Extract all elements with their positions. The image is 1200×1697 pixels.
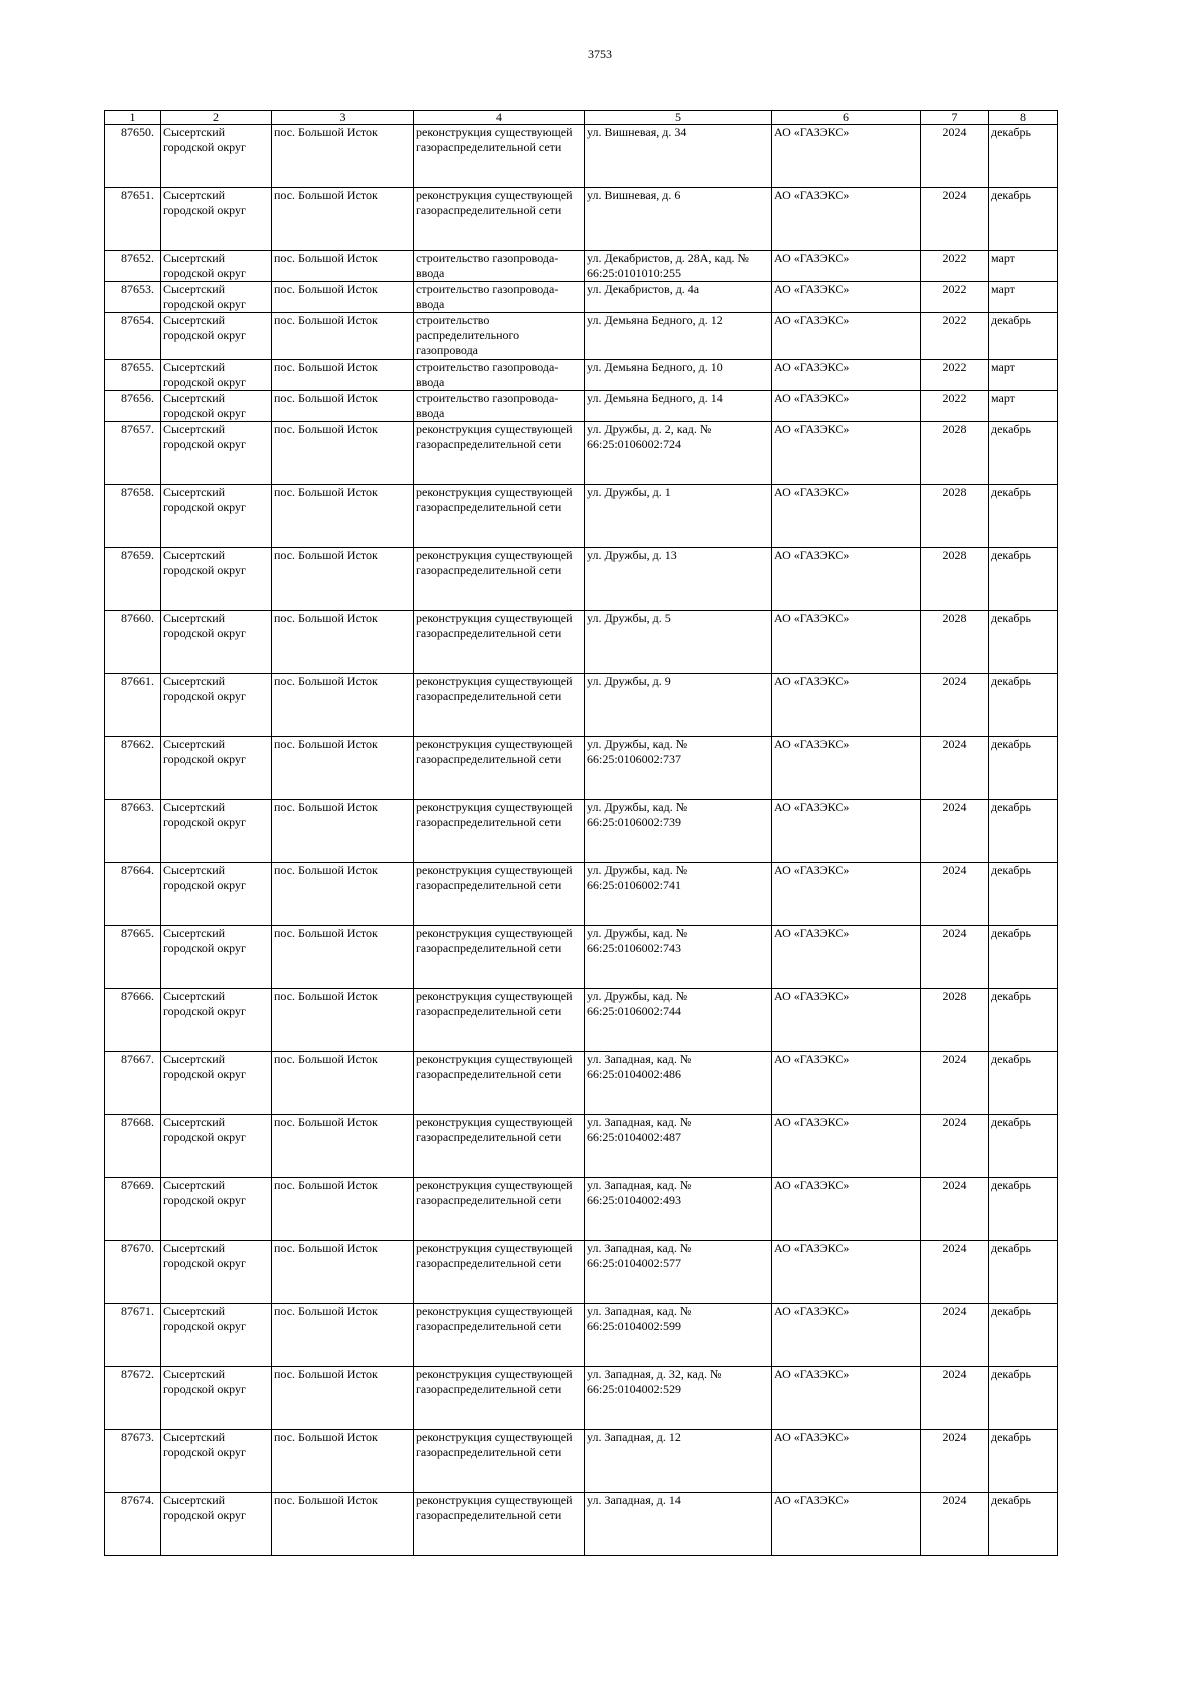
district-cell: Сысертский городской округ — [161, 611, 272, 674]
year-cell: 2024 — [921, 1304, 989, 1367]
column-number: 4 — [414, 111, 585, 125]
row-number-cell: 87652. — [105, 251, 161, 282]
work-type-cell: реконструкция существующей газораспределительной сети — [414, 674, 585, 737]
settlement-cell: пос. Большой Исток — [272, 863, 414, 926]
organization-cell: АО «ГАЗЭКС» — [772, 188, 921, 251]
table-row — [105, 1052, 1058, 1115]
year-cell: 2022 — [921, 282, 989, 313]
row-number-cell: 87667. — [105, 1052, 161, 1115]
row-number-cell: 87653. — [105, 282, 161, 313]
month-cell: декабрь — [989, 1052, 1058, 1115]
settlement-cell: пос. Большой Исток — [272, 1115, 414, 1178]
table-row — [105, 422, 1058, 485]
month-cell: декабрь — [989, 1493, 1058, 1556]
organization-cell: АО «ГАЗЭКС» — [772, 1430, 921, 1493]
organization-cell: АО «ГАЗЭКС» — [772, 926, 921, 989]
column-number: 1 — [105, 111, 161, 125]
table-row — [105, 611, 1058, 674]
address-cell: ул. Западная, д. 12 — [585, 1430, 772, 1493]
column-number: 5 — [585, 111, 772, 125]
table-row — [105, 125, 1058, 188]
column-number: 8 — [989, 111, 1058, 125]
work-type-cell: реконструкция существующей газораспределительной сети — [414, 1115, 585, 1178]
work-type-cell: реконструкция существующей газораспределительной сети — [414, 1241, 585, 1304]
month-cell: декабрь — [989, 737, 1058, 800]
district-cell: Сысертский городской округ — [161, 863, 272, 926]
month-cell: март — [989, 360, 1058, 391]
work-type-cell: реконструкция существующей газораспределительной сети — [414, 1304, 585, 1367]
work-type-cell: реконструкция существующей газораспределительной сети — [414, 863, 585, 926]
month-cell: декабрь — [989, 674, 1058, 737]
row-number-cell: 87672. — [105, 1367, 161, 1430]
month-cell: декабрь — [989, 548, 1058, 611]
settlement-cell: пос. Большой Исток — [272, 1178, 414, 1241]
year-cell: 2024 — [921, 1430, 989, 1493]
district-cell: Сысертский городской округ — [161, 737, 272, 800]
page-number: 3753 — [588, 47, 612, 61]
row-number-cell: 87663. — [105, 800, 161, 863]
settlement-cell: пос. Большой Исток — [272, 251, 414, 282]
column-number: 6 — [772, 111, 921, 125]
table-row — [105, 674, 1058, 737]
column-number: 7 — [921, 111, 989, 125]
work-type-cell: реконструкция существующей газораспределительной сети — [414, 611, 585, 674]
settlement-cell: пос. Большой Исток — [272, 989, 414, 1052]
registry-table-body — [105, 111, 1058, 1556]
registry-table — [104, 110, 1058, 1556]
year-cell: 2028 — [921, 422, 989, 485]
month-cell: декабрь — [989, 1367, 1058, 1430]
address-cell: ул. Вишневая, д. 6 — [585, 188, 772, 251]
organization-cell: АО «ГАЗЭКС» — [772, 1178, 921, 1241]
district-cell: Сысертский городской округ — [161, 188, 272, 251]
month-cell: март — [989, 391, 1058, 422]
organization-cell: АО «ГАЗЭКС» — [772, 1115, 921, 1178]
row-number-cell: 87664. — [105, 863, 161, 926]
month-cell: декабрь — [989, 926, 1058, 989]
work-type-cell: реконструкция существующей газораспределительной сети — [414, 926, 585, 989]
settlement-cell: пос. Большой Исток — [272, 611, 414, 674]
organization-cell: АО «ГАЗЭКС» — [772, 1052, 921, 1115]
table-row — [105, 1430, 1058, 1493]
organization-cell: АО «ГАЗЭКС» — [772, 800, 921, 863]
district-cell: Сысертский городской округ — [161, 800, 272, 863]
row-number-cell: 87670. — [105, 1241, 161, 1304]
row-number-cell: 87662. — [105, 737, 161, 800]
settlement-cell: пос. Большой Исток — [272, 1241, 414, 1304]
settlement-cell: пос. Большой Исток — [272, 926, 414, 989]
row-number-cell: 87656. — [105, 391, 161, 422]
month-cell: декабрь — [989, 313, 1058, 360]
work-type-cell: строительство газопровода-ввода — [414, 391, 585, 422]
district-cell: Сысертский городской округ — [161, 1052, 272, 1115]
row-number-cell: 87654. — [105, 313, 161, 360]
row-number-cell: 87666. — [105, 989, 161, 1052]
district-cell: Сысертский городской округ — [161, 1304, 272, 1367]
address-cell: ул. Дружбы, д. 5 — [585, 611, 772, 674]
organization-cell: АО «ГАЗЭКС» — [772, 313, 921, 360]
district-cell: Сысертский городской округ — [161, 1115, 272, 1178]
row-number-cell: 87668. — [105, 1115, 161, 1178]
year-cell: 2024 — [921, 674, 989, 737]
organization-cell: АО «ГАЗЭКС» — [772, 1304, 921, 1367]
month-cell: декабрь — [989, 422, 1058, 485]
settlement-cell: пос. Большой Исток — [272, 188, 414, 251]
organization-cell: АО «ГАЗЭКС» — [772, 611, 921, 674]
district-cell: Сысертский городской округ — [161, 1430, 272, 1493]
address-cell: ул. Дружбы, кад. № 66:25:0106002:741 — [585, 863, 772, 926]
work-type-cell: реконструкция существующей газораспределительной сети — [414, 1178, 585, 1241]
table-row — [105, 1241, 1058, 1304]
year-cell: 2028 — [921, 485, 989, 548]
district-cell: Сысертский городской округ — [161, 251, 272, 282]
organization-cell: АО «ГАЗЭКС» — [772, 1493, 921, 1556]
month-cell: декабрь — [989, 611, 1058, 674]
work-type-cell: реконструкция существующей газораспределительной сети — [414, 485, 585, 548]
settlement-cell: пос. Большой Исток — [272, 1493, 414, 1556]
address-cell: ул. Декабристов, д. 28А, кад. № 66:25:0101010:255 — [585, 251, 772, 282]
settlement-cell: пос. Большой Исток — [272, 125, 414, 188]
year-cell: 2024 — [921, 1493, 989, 1556]
address-cell: ул. Дружбы, кад. № 66:25:0106002:743 — [585, 926, 772, 989]
row-number-cell: 87671. — [105, 1304, 161, 1367]
month-cell: декабрь — [989, 485, 1058, 548]
work-type-cell: реконструкция существующей газораспределительной сети — [414, 125, 585, 188]
district-cell: Сысертский городской округ — [161, 1493, 272, 1556]
district-cell: Сысертский городской округ — [161, 1178, 272, 1241]
column-number: 3 — [272, 111, 414, 125]
month-cell: декабрь — [989, 188, 1058, 251]
month-cell: декабрь — [989, 989, 1058, 1052]
settlement-cell: пос. Большой Исток — [272, 391, 414, 422]
year-cell: 2022 — [921, 391, 989, 422]
settlement-cell: пос. Большой Исток — [272, 485, 414, 548]
month-cell: декабрь — [989, 863, 1058, 926]
year-cell: 2028 — [921, 989, 989, 1052]
address-cell: ул. Дружбы, кад. № 66:25:0106002:737 — [585, 737, 772, 800]
settlement-cell: пос. Большой Исток — [272, 1367, 414, 1430]
organization-cell: АО «ГАЗЭКС» — [772, 485, 921, 548]
table-row — [105, 313, 1058, 360]
table-row — [105, 548, 1058, 611]
district-cell: Сысертский городской округ — [161, 1241, 272, 1304]
year-cell: 2024 — [921, 1052, 989, 1115]
address-cell: ул. Вишневая, д. 34 — [585, 125, 772, 188]
work-type-cell: реконструкция существующей газораспределительной сети — [414, 422, 585, 485]
settlement-cell: пос. Большой Исток — [272, 548, 414, 611]
address-cell: ул. Дружбы, д. 9 — [585, 674, 772, 737]
work-type-cell: реконструкция существующей газораспределительной сети — [414, 188, 585, 251]
work-type-cell: реконструкция существующей газораспределительной сети — [414, 1367, 585, 1430]
month-cell: декабрь — [989, 1304, 1058, 1367]
year-cell: 2024 — [921, 188, 989, 251]
row-number-cell: 87659. — [105, 548, 161, 611]
settlement-cell: пос. Большой Исток — [272, 282, 414, 313]
table-row — [105, 391, 1058, 422]
district-cell: Сысертский городской округ — [161, 422, 272, 485]
table-row — [105, 1178, 1058, 1241]
year-cell: 2022 — [921, 251, 989, 282]
table-row — [105, 926, 1058, 989]
year-cell: 2024 — [921, 1115, 989, 1178]
table-row — [105, 1367, 1058, 1430]
organization-cell: АО «ГАЗЭКС» — [772, 1367, 921, 1430]
address-cell: ул. Западная, д. 32, кад. № 66:25:0104002:529 — [585, 1367, 772, 1430]
settlement-cell: пос. Большой Исток — [272, 800, 414, 863]
year-cell: 2024 — [921, 926, 989, 989]
district-cell: Сысертский городской округ — [161, 282, 272, 313]
work-type-cell: реконструкция существующей газораспределительной сети — [414, 800, 585, 863]
month-cell: декабрь — [989, 1178, 1058, 1241]
address-cell: ул. Дружбы, кад. № 66:25:0106002:744 — [585, 989, 772, 1052]
year-cell: 2024 — [921, 1178, 989, 1241]
district-cell: Сысертский городской округ — [161, 548, 272, 611]
year-cell: 2024 — [921, 1367, 989, 1430]
address-cell: ул. Западная, кад. № 66:25:0104002:487 — [585, 1115, 772, 1178]
organization-cell: АО «ГАЗЭКС» — [772, 391, 921, 422]
table-row — [105, 800, 1058, 863]
address-cell: ул. Западная, кад. № 66:25:0104002:486 — [585, 1052, 772, 1115]
district-cell: Сысертский городской округ — [161, 485, 272, 548]
month-cell: март — [989, 282, 1058, 313]
year-cell: 2024 — [921, 737, 989, 800]
table-row — [105, 188, 1058, 251]
row-number-cell: 87657. — [105, 422, 161, 485]
table-row — [105, 1304, 1058, 1367]
table-row — [105, 1493, 1058, 1556]
year-cell: 2028 — [921, 548, 989, 611]
district-cell: Сысертский городской округ — [161, 989, 272, 1052]
work-type-cell: реконструкция существующей газораспределительной сети — [414, 1052, 585, 1115]
month-cell: декабрь — [989, 125, 1058, 188]
table-row — [105, 282, 1058, 313]
address-cell: ул. Западная, д. 14 — [585, 1493, 772, 1556]
year-cell: 2024 — [921, 125, 989, 188]
row-number-cell: 87658. — [105, 485, 161, 548]
organization-cell: АО «ГАЗЭКС» — [772, 989, 921, 1052]
year-cell: 2022 — [921, 313, 989, 360]
organization-cell: АО «ГАЗЭКС» — [772, 360, 921, 391]
settlement-cell: пос. Большой Исток — [272, 1052, 414, 1115]
address-cell: ул. Западная, кад. № 66:25:0104002:577 — [585, 1241, 772, 1304]
district-cell: Сысертский городской округ — [161, 391, 272, 422]
settlement-cell: пос. Большой Исток — [272, 1304, 414, 1367]
work-type-cell: реконструкция существующей газораспределительной сети — [414, 548, 585, 611]
table-row — [105, 485, 1058, 548]
settlement-cell: пос. Большой Исток — [272, 674, 414, 737]
year-cell: 2024 — [921, 800, 989, 863]
organization-cell: АО «ГАЗЭКС» — [772, 863, 921, 926]
year-cell: 2024 — [921, 1241, 989, 1304]
month-cell: март — [989, 251, 1058, 282]
year-cell: 2024 — [921, 863, 989, 926]
district-cell: Сысертский городской округ — [161, 125, 272, 188]
address-cell: ул. Дружбы, кад. № 66:25:0106002:739 — [585, 800, 772, 863]
year-cell: 2028 — [921, 611, 989, 674]
table-row — [105, 989, 1058, 1052]
row-number-cell: 87655. — [105, 360, 161, 391]
settlement-cell: пос. Большой Исток — [272, 1430, 414, 1493]
organization-cell: АО «ГАЗЭКС» — [772, 251, 921, 282]
work-type-cell: реконструкция существующей газораспределительной сети — [414, 1430, 585, 1493]
column-number: 2 — [161, 111, 272, 125]
organization-cell: АО «ГАЗЭКС» — [772, 674, 921, 737]
address-cell: ул. Западная, кад. № 66:25:0104002:493 — [585, 1178, 772, 1241]
month-cell: декабрь — [989, 800, 1058, 863]
row-number-cell: 87673. — [105, 1430, 161, 1493]
organization-cell: АО «ГАЗЭКС» — [772, 422, 921, 485]
settlement-cell: пос. Большой Исток — [272, 737, 414, 800]
row-number-cell: 87661. — [105, 674, 161, 737]
row-number-cell: 87650. — [105, 125, 161, 188]
row-number-cell: 87665. — [105, 926, 161, 989]
address-cell: ул. Дружбы, д. 2, кад. № 66:25:0106002:724 — [585, 422, 772, 485]
column-number-row — [105, 111, 1058, 125]
address-cell: ул. Дружбы, д. 13 — [585, 548, 772, 611]
month-cell: декабрь — [989, 1115, 1058, 1178]
month-cell: декабрь — [989, 1241, 1058, 1304]
organization-cell: АО «ГАЗЭКС» — [772, 548, 921, 611]
work-type-cell: реконструкция существующей газораспределительной сети — [414, 1493, 585, 1556]
address-cell: ул. Дружбы, д. 1 — [585, 485, 772, 548]
district-cell: Сысертский городской округ — [161, 313, 272, 360]
organization-cell: АО «ГАЗЭКС» — [772, 282, 921, 313]
district-cell: Сысертский городской округ — [161, 360, 272, 391]
settlement-cell: пос. Большой Исток — [272, 313, 414, 360]
settlement-cell: пос. Большой Исток — [272, 422, 414, 485]
table-row — [105, 737, 1058, 800]
work-type-cell: реконструкция существующей газораспределительной сети — [414, 989, 585, 1052]
address-cell: ул. Демьяна Бедного, д. 14 — [585, 391, 772, 422]
row-number-cell: 87651. — [105, 188, 161, 251]
table-row — [105, 360, 1058, 391]
year-cell: 2022 — [921, 360, 989, 391]
organization-cell: АО «ГАЗЭКС» — [772, 1241, 921, 1304]
address-cell: ул. Демьяна Бедного, д. 10 — [585, 360, 772, 391]
row-number-cell: 87660. — [105, 611, 161, 674]
table-row — [105, 863, 1058, 926]
district-cell: Сысертский городской округ — [161, 1367, 272, 1430]
work-type-cell: реконструкция существующей газораспределительной сети — [414, 737, 585, 800]
district-cell: Сысертский городской округ — [161, 926, 272, 989]
work-type-cell: строительство распределительного газопровода — [414, 313, 585, 360]
settlement-cell: пос. Большой Исток — [272, 360, 414, 391]
organization-cell: АО «ГАЗЭКС» — [772, 737, 921, 800]
table-row — [105, 251, 1058, 282]
work-type-cell: строительство газопровода-ввода — [414, 251, 585, 282]
district-cell: Сысертский городской округ — [161, 674, 272, 737]
row-number-cell: 87674. — [105, 1493, 161, 1556]
work-type-cell: строительство газопровода-ввода — [414, 360, 585, 391]
month-cell: декабрь — [989, 1430, 1058, 1493]
organization-cell: АО «ГАЗЭКС» — [772, 125, 921, 188]
work-type-cell: строительство газопровода-ввода — [414, 282, 585, 313]
row-number-cell: 87669. — [105, 1178, 161, 1241]
address-cell: ул. Западная, кад. № 66:25:0104002:599 — [585, 1304, 772, 1367]
table-row — [105, 1115, 1058, 1178]
address-cell: ул. Декабристов, д. 4а — [585, 282, 772, 313]
address-cell: ул. Демьяна Бедного, д. 12 — [585, 313, 772, 360]
